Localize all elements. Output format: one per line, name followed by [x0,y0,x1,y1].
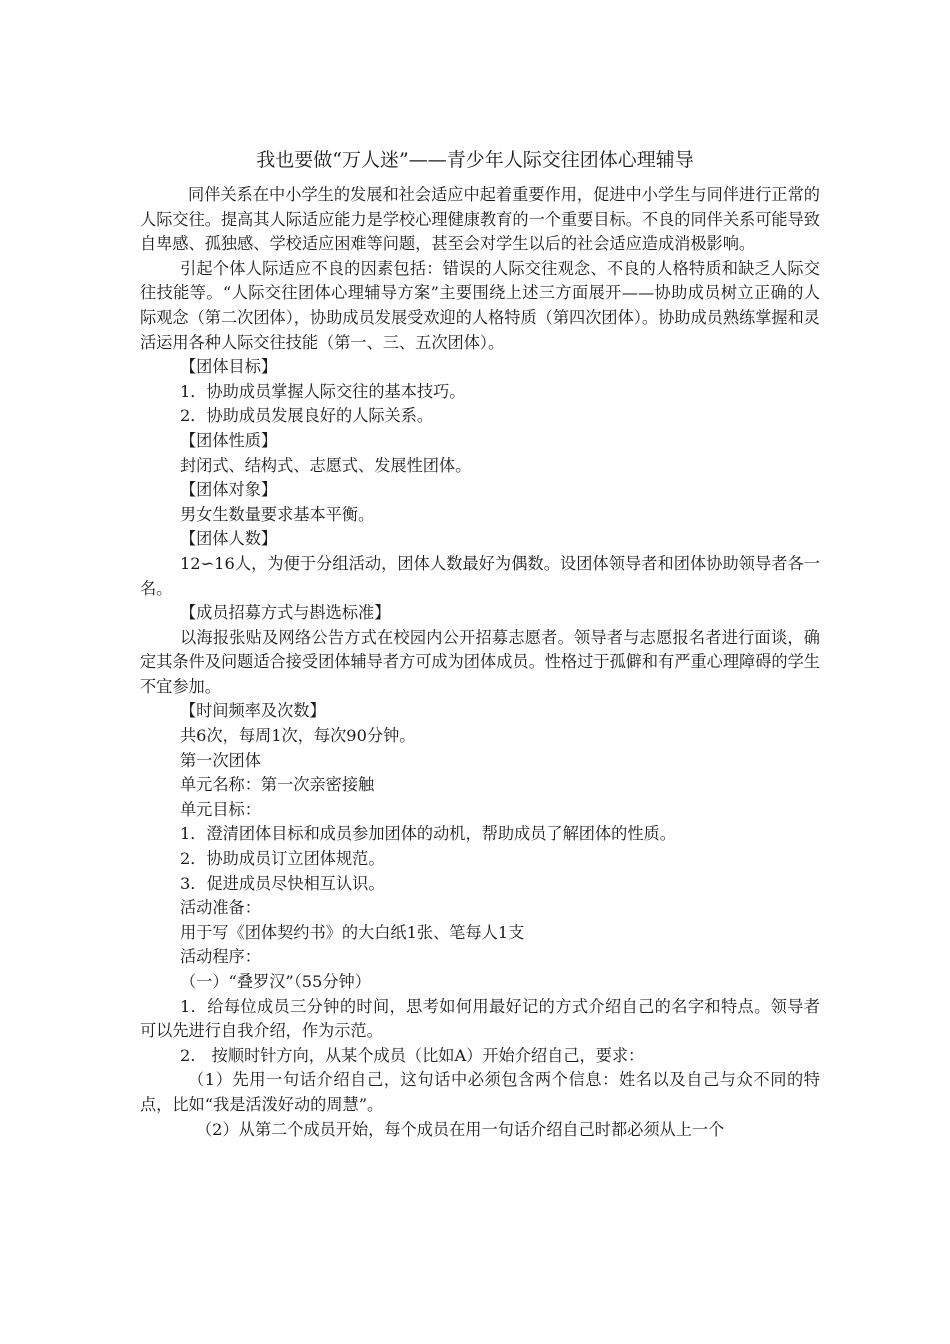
paragraph: 1．澄清团体目标和成员参加团体的动机，帮助成员了解团体的性质。 [180,824,676,844]
paragraph: 用于写《团体契约书》的大白纸1张、笔每人1支 [180,922,525,942]
paragraph: 2．协助成员发展良好的人际关系。 [180,406,434,426]
paragraph: 【成员招募方式与斟选标准】 [180,603,391,623]
paragraph: 2．协助成员订立团体规范。 [180,849,385,869]
paragraph: 共6次，每周1次，每次90分钟。 [180,726,416,746]
document-body [140,183,820,1142]
paragraph: 单元目标： [180,799,261,819]
paragraph: 以海报张贴及网络公告方式在校园内公开招募志愿者。领导者与志愿报名者进行面谈，确定其条件及问题适合接受团体辅导者方可成为团体成员。性格过于孤僻和有严重心理障碍的学生不宜参加。 [140,627,820,696]
paragraph: 第一次团体 [180,750,261,770]
paragraph: 封闭式、结构式、志愿式、发展性团体。 [180,455,472,475]
paragraph: 同伴关系在中小学生的发展和社会适应中起着重要作用，促进中小学生与同伴进行正常的人际交往。提高其人际适应能力是学校心理健康教育的一个重要目标。不良的同伴关系可能导致自卑感、孤独感、学校适应困难等问题，甚至会对学生以后的社会适应造成消极影响。 [140,185,820,254]
paragraph: 活动准备： [180,898,261,918]
paragraph: 3．促进成员尽快相互认识。 [180,873,385,893]
paragraph: 12∽16人，为便于分组活动，团体人数最好为偶数。设团体领导者和团体协助领导者各一名。 [140,553,820,598]
paragraph: 【团体人数】 [180,529,278,549]
document-title: 我也要做“万人迷”——青少年人际交往团体心理辅导 [256,149,694,171]
paragraph: （1）先用一句话介绍自己，这句话中必须包含两个信息：姓名以及自己与众不同的特点，比如“我是活泼好动的周慧”。 [140,1070,820,1114]
paragraph: 引起个体人际适应不良的因素包括：错误的人际交往观念、不良的人格特质和缺乏人际交往技能等。“人际交往团体心理辅导方案”主要围绕上述三方面展开——协助成员树立正确的人际观念（第二次团体），协助成员发展受欢迎的人格特质（第四次团体）。协助成员熟练掌握和灵活运用各种人际交往技能（第一、三、五次团体）。 [140,258,820,352]
paragraph: 2. 按顺时针方向，从某个成员（比如A）开始介绍自己，要求： [180,1045,645,1065]
paragraph: 【团体性质】 [180,430,278,450]
paragraph: 【团体目标】 [180,357,278,377]
paragraph: 1．协助成员掌握人际交往的基本技巧。 [180,381,466,401]
paragraph: 1．给每位成员三分钟的时间，思考如何用最好记的方式介绍自己的名字和特点。领导者可以先进行自我介绍，作为示范。 [140,996,820,1041]
paragraph: 【团体对象】 [180,480,278,500]
paragraph: 【时间频率及次数】 [180,701,326,721]
paragraph: （一）“叠罗汉”（55分钟） [180,972,371,991]
paragraph: （2）从第二个成员开始，每个成员在用一句话介绍自己时都必须从上一个 [196,1119,725,1139]
paragraph: 男女生数量要求基本平衡。 [180,504,375,524]
paragraph: 活动程序： [180,947,261,967]
paragraph: 单元名称：第一次亲密接触 [180,775,375,795]
